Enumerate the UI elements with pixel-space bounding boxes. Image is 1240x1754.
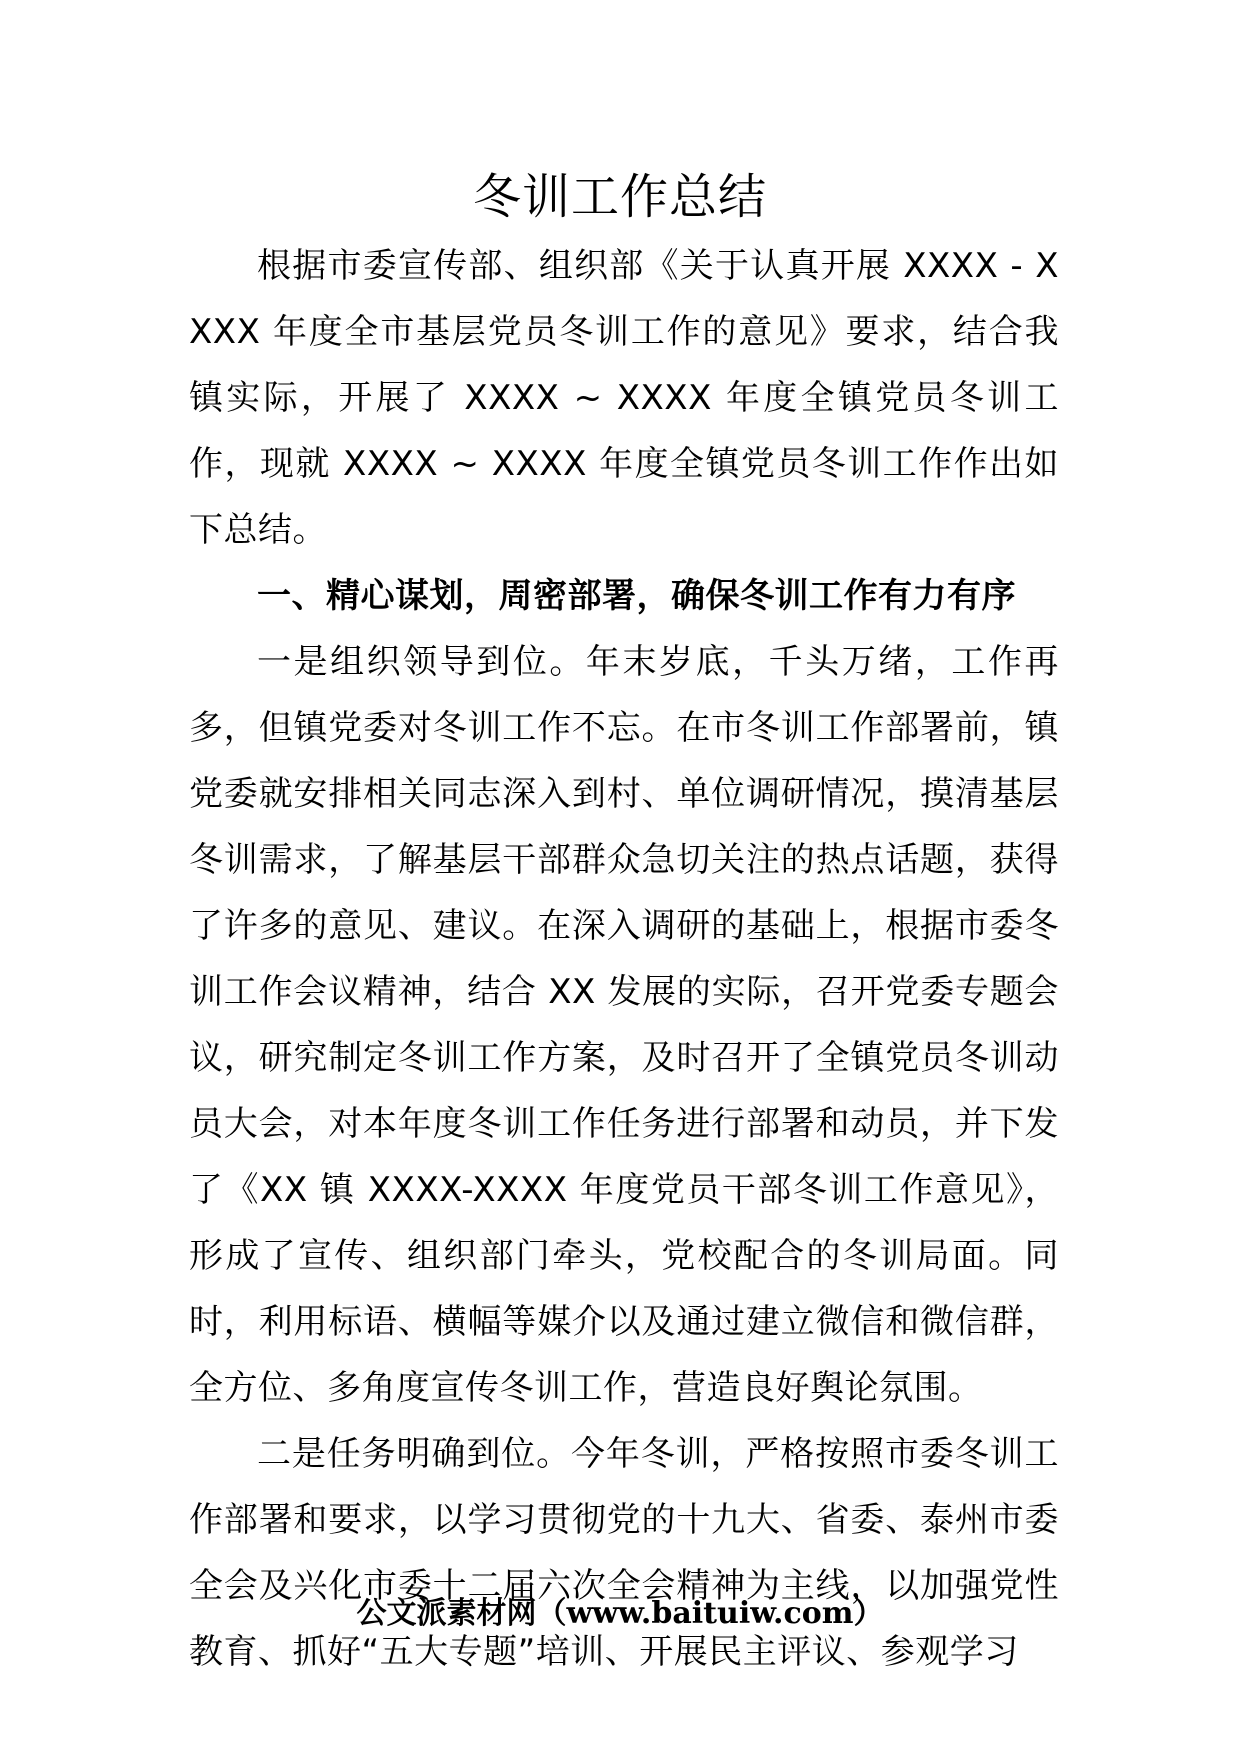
- paragraph-tasks: 二是任务明确到位。今年冬训，严格按照市委冬训工作部署和要求，以学习贯彻党的十九大、省委、泰州市委全会及兴化市委十二届六次全会精神为主线，以加强党性教育、抓好“五大专题”培训、开展民主评议、参观学习: [189, 1434, 1059, 1672]
- footer-watermark: 公文派素材网（www.baituiw.com）: [356, 1596, 884, 1631]
- document-body: [189, 233, 1059, 1685]
- paragraph-intro: 根据市委宣传部、组织部《关于认真开展 XXXX - XXXX 年度全市基层党员冬训工作的意见》要求，结合我镇实际，开展了 XXXX ~ XXXX 年度全镇党员冬训工作，现就 XXXX ~ XXXX 年度全镇党员冬训工作作出如下总结。: [189, 246, 1059, 550]
- document-title: 冬训工作总结: [472, 169, 767, 225]
- paragraph-organization: 一是组织领导到位。年末岁底，千头万绪，工作再多，但镇党委对冬训工作不忘。在市冬训工作部署前，镇党委就安排相关同志深入到村、单位调研情况，摸清基层冬训需求，了解基层干部群众急切关注的热点话题，获得了许多的意见、建议。在深入调研的基础上，根据市委冬训工作会议精神，结合 XX 发展的实际，召开党委专题会议，研究制定冬训工作方案，及时召开了全镇党员冬训动员大会，对本年度冬训工作任务进行部署和动员，并下发了《XX 镇 XXXX-XXXX 年度党员干部冬训工作意见》，形成了宣传、组织部门牵头，党校配合的冬训局面。同时，利用标语、横幅等媒介以及通过建立微信和微信群，全方位、多角度宣传冬训工作，营造良好舆论氛围。: [189, 642, 1059, 1408]
- section-heading-1: 一、精心谋划，周密部署，确保冬训工作有力有序: [257, 576, 1016, 616]
